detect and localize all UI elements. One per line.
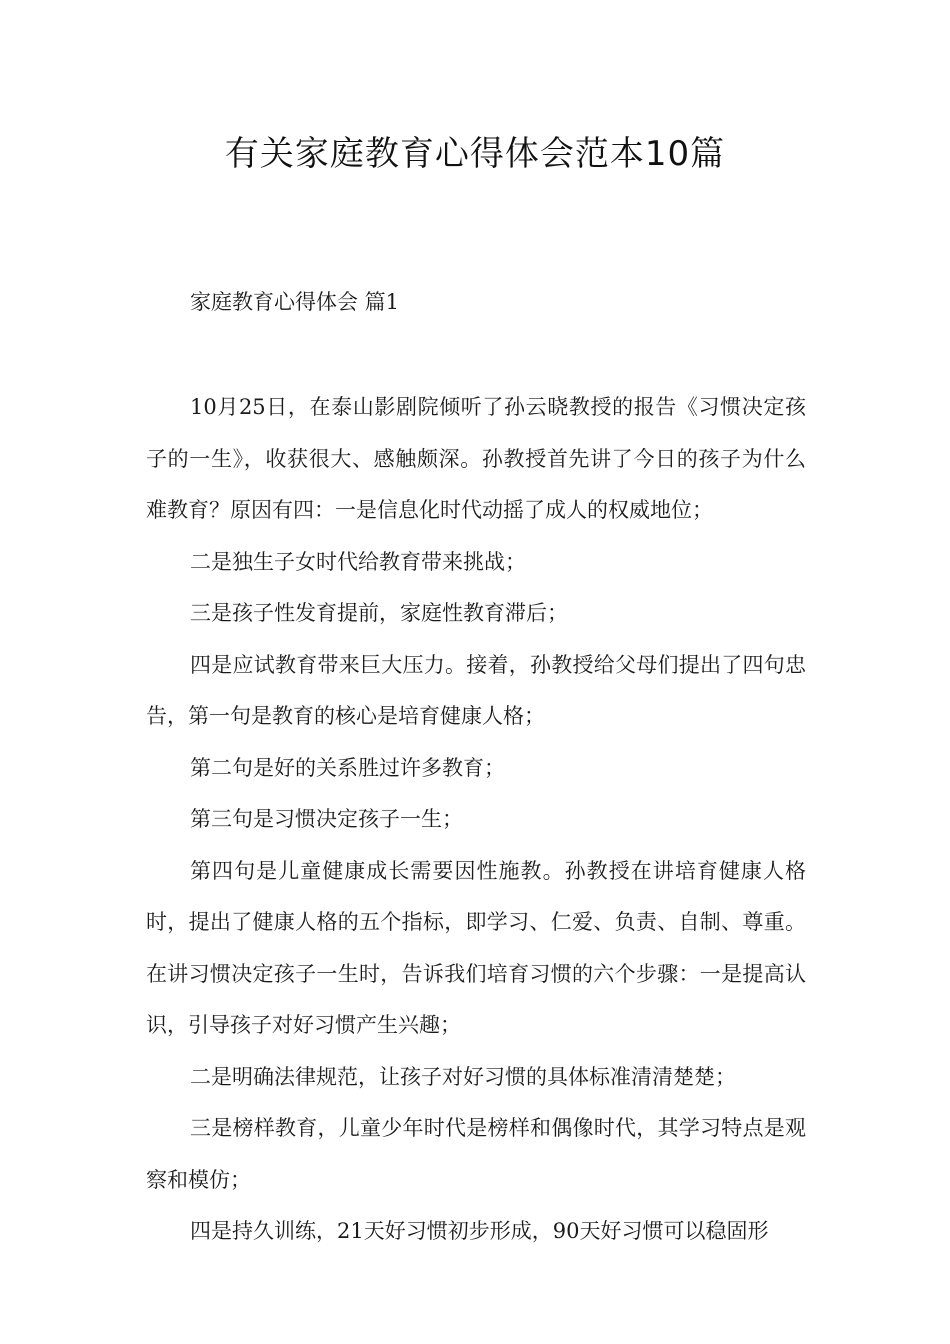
paragraph: 第三句是习惯决定孩子一生； [190, 807, 463, 831]
document-body [146, 382, 806, 1258]
paragraph: 第二句是好的关系胜过许多教育； [190, 755, 505, 780]
paragraph: 四是应试教育带来巨大压力。接着，孙教授给父母们提出了四句忠告，第一句是教育的核心是培育健康人格； [146, 652, 806, 728]
paragraph: 二是明确法律规范，让孩子对好习惯的具体标准清清楚楚； [190, 1064, 736, 1089]
paragraph: 三是孩子性发育提前，家庭性教育滞后； [190, 601, 568, 625]
paragraph: 第四句是儿童健康成长需要因性施教。孙教授在讲培育健康人格时，提出了健康人格的五个指标，即学习、仁爱、负责、自制、尊重。在讲习惯决定孩子一生时，告诉我们培育习惯的六个步骤：一是提高认识，引导孩子对好习惯产生兴趣； [146, 858, 806, 1037]
paragraph: 四是持久训练，21天好习惯初步形成，90天好习惯可以稳固形 [190, 1219, 769, 1243]
section-heading: 家庭教育心得体会 篇1 [190, 290, 400, 314]
paragraph: 三是榜样教育，儿童少年时代是榜样和偶像时代，其学习特点是观察和模仿； [146, 1116, 806, 1192]
document-title: 有关家庭教育心得体会范本10篇 [224, 134, 726, 174]
paragraph: 二是独生子女时代给教育带来挑战； [190, 549, 526, 574]
paragraph: 10月25日，在泰山影剧院倾听了孙云晓教授的报告《习惯决定孩子的一生》，收获很大、感触颇深。孙教授首先讲了今日的孩子为什么难教育？原因有四：一是信息化时代动摇了成人的权威地位； [146, 395, 806, 522]
